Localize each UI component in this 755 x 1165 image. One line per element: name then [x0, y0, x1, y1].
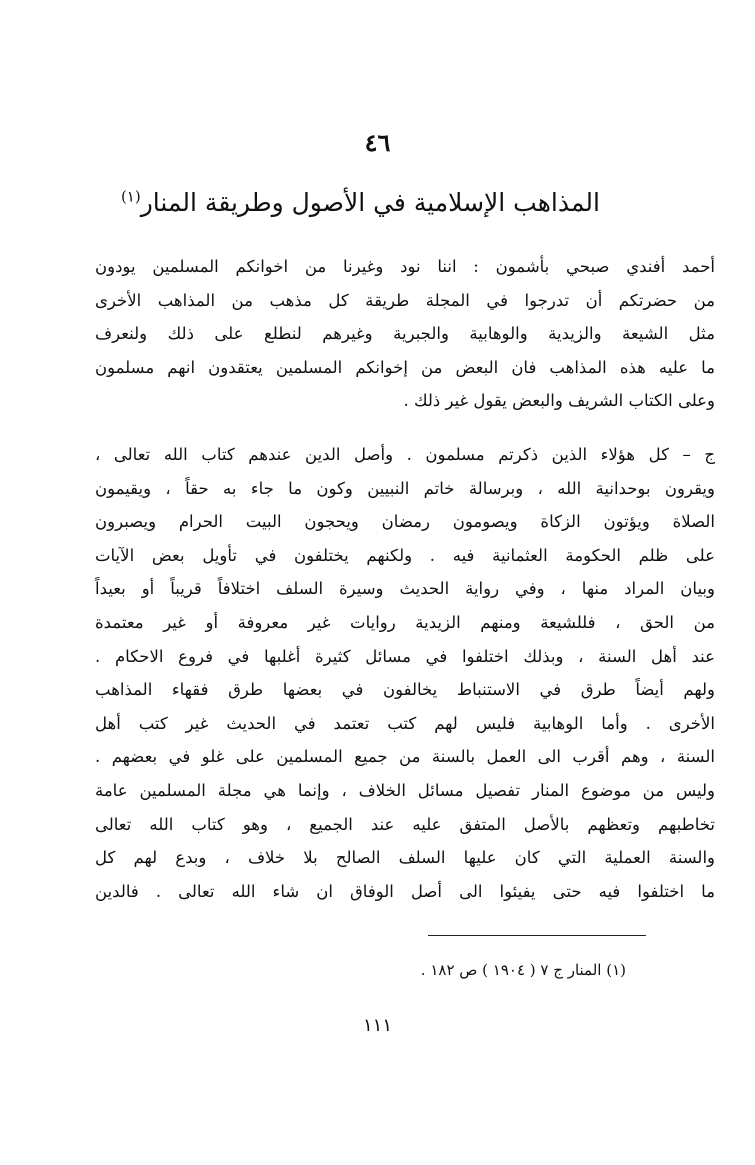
- answer-line: الصلاة ويؤتون الزكاة ويصومون رمضان ويحجون البيت الحرام ويصبرون: [95, 512, 715, 532]
- title-footnote-marker: (١): [120, 187, 141, 206]
- answer-line: على ظلم الحكومة العثمانية فيه . ولكنهم يختلفون في تأويل بعض الآيات: [95, 545, 715, 565]
- bottom-page-number: ١١١: [362, 1015, 392, 1036]
- question-paragraph: [95, 250, 715, 418]
- answer-line: من الحق ، فللشيعة ومنهم الزيدية روايات غير معروفة أو غير معتمدة: [95, 612, 715, 632]
- answer-line: وليس من موضوع المنار تفصيل مسائل الخلاف ، وإنما هي مجلة المسلمين عامة: [95, 780, 715, 800]
- answer-paragraph: [95, 438, 715, 908]
- answer-line: عند أهل السنة ، وبذلك اختلفوا في مسائل كثيرة أغلبها في فروع الاحكام .: [95, 646, 715, 666]
- answer-line: والسنة العملية التي كان عليها السلف الصالح بلا خلاف ، وبدع لهم كل: [95, 848, 715, 868]
- answer-line: تخاطبهم وتعظهم بالأصل المتفق عليه عند الجميع ، وهو كتاب الله تعالى: [95, 814, 715, 834]
- answer-line: ويقرون بوحدانية الله ، وبرسالة خاتم النبيين وكون ما جاء به حقاً ، ويقيمون: [95, 478, 715, 498]
- answer-line: وبيان المراد منها ، وفي رواية الحديث وسيرة السلف اختلافاً قريباً أو بعيداً: [95, 579, 715, 599]
- footnote: (١) المنار ج ٧ ( ١٩٠٤ ) ص ١٨٢ .: [420, 961, 626, 979]
- answer-line: السنة ، وهم أقرب الى العمل بالسنة من جميع المسلمين على غلو في بعضهم .: [95, 747, 715, 767]
- answer-line: ما اختلفوا فيه حتى يفيئوا الى أصل الوفاق ان شاء الله تعالى . فالدين: [95, 881, 715, 901]
- article-title-text: المذاهب الإسلامية في الأصول وطريقة المنار: [140, 188, 600, 217]
- question-line: من حضرتكم أن تدرجوا في المجلة طريقة كل مذهب من المذاهب الأخرى: [95, 290, 715, 310]
- top-page-number: ٤٦: [364, 128, 391, 157]
- question-line: ما عليه هذه المذاهب فان البعض من إخوانكم المسلمين يعتقدون انهم مسلمون: [95, 357, 715, 377]
- footnote-divider: [428, 935, 646, 936]
- answer-line: ج – كل هؤلاء الذين ذكرتم مسلمون . وأصل الدين عندهم كتاب الله تعالى ،: [95, 445, 715, 464]
- question-line: وعلى الكتاب الشريف والبعض يقول غير ذلك .: [403, 391, 715, 411]
- answer-line: الأخرى . وأما الوهابية فليس لهم كتب تعتمد في الحديث غير كتب أهل: [95, 713, 715, 733]
- answer-line: ولهم أيضاً طرق في الاستنباط يخالفون في بعضها طرق فقهاء المذاهب: [95, 680, 715, 700]
- article-title: [120, 183, 600, 223]
- question-line: مثل الشيعة والزيدية والوهابية والجبرية وغيرهم لنطلع على ذلك ولنعرف: [95, 324, 715, 344]
- question-line: أحمد أفندي صبحي بأشمون : اننا نود وغيرنا من اخوانكم المسلمين يودون: [95, 257, 715, 276]
